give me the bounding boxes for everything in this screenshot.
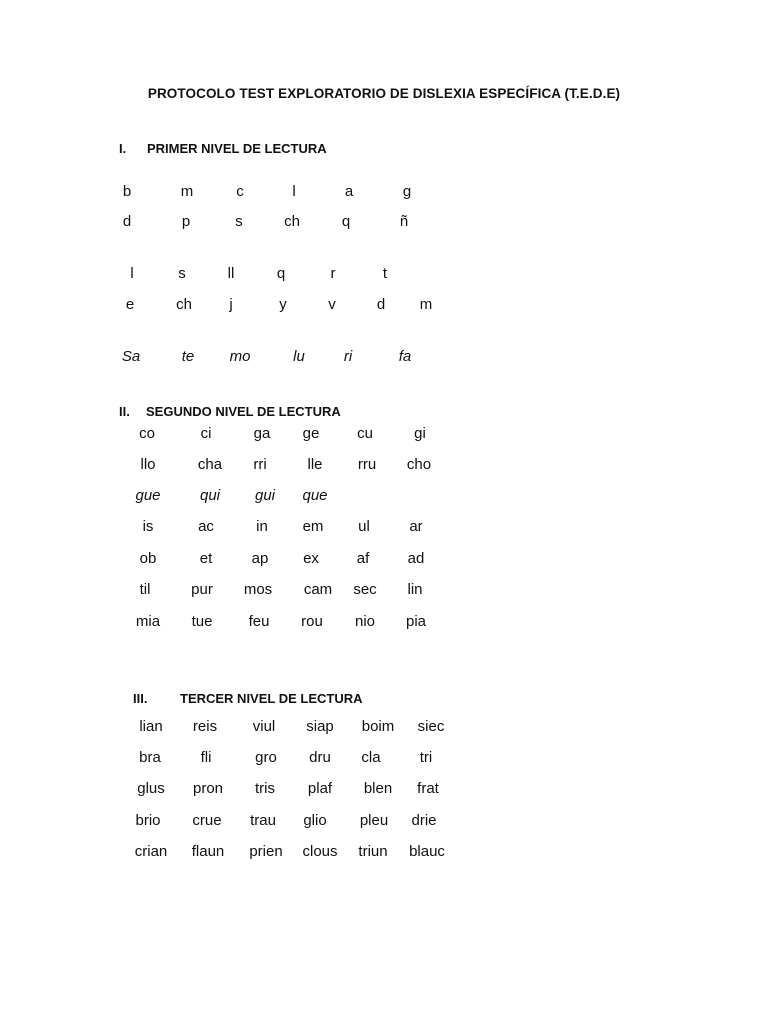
reading-item: drie (411, 812, 437, 829)
reading-item: trau (250, 812, 276, 829)
reading-item: ob (139, 550, 157, 567)
reading-item: llo (140, 456, 156, 473)
reading-item: v (328, 296, 336, 313)
reading-item: gi (414, 425, 426, 442)
reading-item: blen (363, 780, 393, 797)
reading-item: gue (135, 487, 161, 504)
section-title: PRIMER NIVEL DE LECTURA (147, 141, 327, 156)
reading-item: pron (192, 780, 224, 797)
reading-item: te (181, 348, 195, 365)
reading-item: rri (253, 456, 267, 473)
reading-item: l (292, 183, 296, 200)
reading-item: cu (357, 425, 373, 442)
reading-item: frat (417, 780, 439, 797)
reading-item: y (279, 296, 287, 313)
reading-item: lin (407, 581, 423, 598)
reading-item: m (419, 296, 433, 313)
reading-item: reis (192, 718, 218, 735)
reading-item: af (356, 550, 370, 567)
reading-item: et (199, 550, 213, 567)
reading-item: mo (229, 348, 251, 365)
section-title: TERCER NIVEL DE LECTURA (180, 691, 363, 706)
reading-item: boim (361, 718, 395, 735)
reading-item: cho (406, 456, 432, 473)
reading-item: til (139, 581, 151, 598)
reading-item: ri (343, 348, 353, 365)
reading-item: ad (407, 550, 425, 567)
reading-item: plaf (307, 780, 333, 797)
reading-item: crian (134, 843, 168, 860)
reading-item: a (344, 183, 354, 200)
reading-item: clous (302, 843, 338, 860)
reading-item: brio (135, 812, 161, 829)
reading-item: prien (249, 843, 283, 860)
reading-item: ap (251, 550, 269, 567)
reading-item: cam (303, 581, 333, 598)
reading-item: tri (419, 749, 433, 766)
reading-item: g (402, 183, 412, 200)
reading-item: crue (192, 812, 222, 829)
reading-item: que (302, 487, 328, 504)
reading-item: ac (198, 518, 214, 535)
reading-item: siap (306, 718, 334, 735)
reading-item: ex (303, 550, 319, 567)
reading-item: q (341, 213, 351, 230)
reading-item: nio (354, 613, 376, 630)
reading-item: glio (303, 812, 327, 829)
reading-item: q (276, 265, 286, 282)
reading-item: pleu (359, 812, 389, 829)
reading-item: lu (293, 348, 305, 365)
reading-item: ge (302, 425, 320, 442)
reading-item: cla (361, 749, 381, 766)
reading-item: d (122, 213, 132, 230)
reading-item: gro (255, 749, 277, 766)
reading-item: d (376, 296, 386, 313)
reading-item: rou (301, 613, 323, 630)
reading-item: c (236, 183, 244, 200)
reading-item: tue (191, 613, 213, 630)
reading-item: e (125, 296, 135, 313)
reading-item: sec (353, 581, 377, 598)
reading-item: in (256, 518, 268, 535)
reading-item: flaun (191, 843, 225, 860)
reading-item: lle (307, 456, 323, 473)
reading-item: ar (409, 518, 423, 535)
reading-item: fa (398, 348, 412, 365)
reading-item: ci (200, 425, 212, 442)
reading-item: bra (139, 749, 161, 766)
section-number: I. (119, 141, 127, 156)
reading-item: l (130, 265, 134, 282)
reading-item: ul (358, 518, 370, 535)
reading-item: pia (405, 613, 427, 630)
reading-item: ch (176, 296, 192, 313)
reading-item: j (229, 296, 233, 313)
reading-item: triun (358, 843, 388, 860)
reading-item: Sa (121, 348, 141, 365)
reading-item: gui (254, 487, 276, 504)
reading-item: ll (227, 265, 235, 282)
reading-item: glus (137, 780, 165, 797)
section-number: III. (133, 691, 148, 706)
reading-item: p (181, 213, 191, 230)
reading-item: t (382, 265, 388, 282)
reading-item: m (180, 183, 194, 200)
reading-item: rru (357, 456, 377, 473)
reading-item: lian (139, 718, 163, 735)
reading-item: cha (197, 456, 223, 473)
reading-item: feu (248, 613, 270, 630)
reading-item: fli (200, 749, 212, 766)
reading-item: tris (255, 780, 275, 797)
reading-item: mia (135, 613, 161, 630)
reading-item: qui (199, 487, 221, 504)
reading-item: s (178, 265, 186, 282)
reading-item: is (142, 518, 154, 535)
reading-item: blauc (409, 843, 445, 860)
reading-item: pur (191, 581, 213, 598)
page-title: PROTOCOLO TEST EXPLORATORIO DE DISLEXIA ESPECÍFICA (T.E.D.E) (147, 86, 621, 101)
reading-item: viul (252, 718, 276, 735)
reading-item: r (330, 265, 336, 282)
reading-item: co (139, 425, 155, 442)
reading-item: em (302, 518, 324, 535)
reading-item: dru (309, 749, 331, 766)
reading-item: mos (243, 581, 273, 598)
reading-item: b (122, 183, 132, 200)
reading-item: ch (284, 213, 300, 230)
section-title: SEGUNDO NIVEL DE LECTURA (146, 404, 341, 419)
reading-item: ga (253, 425, 271, 442)
reading-item: ñ (399, 213, 409, 230)
reading-item: siec (417, 718, 445, 735)
reading-item: s (235, 213, 243, 230)
section-number: II. (119, 404, 130, 419)
